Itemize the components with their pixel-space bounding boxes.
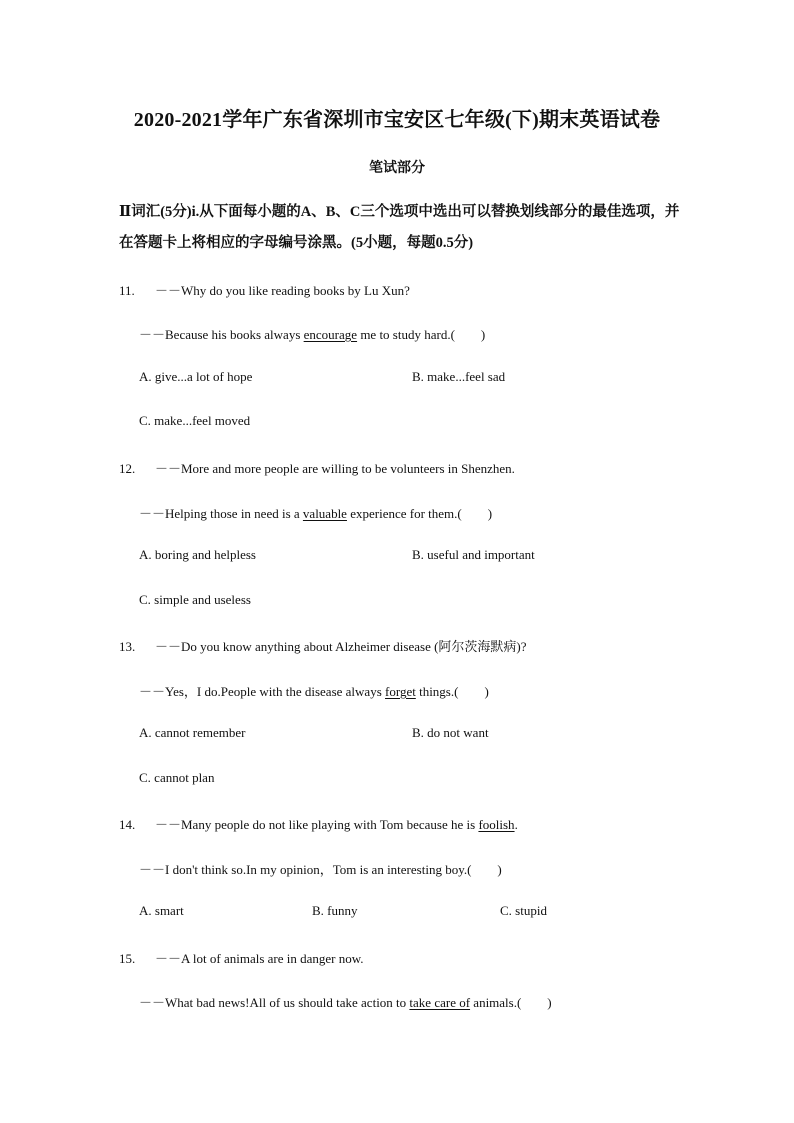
- option-b[interactable]: B. useful and important: [412, 547, 535, 562]
- question-text: －－More and more people are willing to be volunteers in Shenzhen.: [155, 461, 515, 476]
- underlined-word: encourage: [303, 327, 358, 342]
- question-text: －－A lot of animals are in danger now.: [155, 951, 364, 966]
- answer-text-pre: －－What bad news!All of us should take action to: [139, 995, 410, 1010]
- option-a[interactable]: A. smart: [139, 903, 184, 918]
- answer-line-15: [139, 992, 552, 1011]
- section-instruction-line2: 在答题卡上将相应的字母编号涂黑。(5小题，每题0.5分): [119, 235, 474, 251]
- question-number: 13.: [119, 639, 136, 654]
- option-c[interactable]: C. make...feel moved: [139, 413, 251, 428]
- answer-text-pre: －－Because his books always: [139, 327, 304, 342]
- answer-line-14: －－I don't think so.In my opinion，Tom is an interesting boy.( ): [139, 862, 502, 877]
- option-c[interactable]: C. simple and useless: [139, 592, 251, 607]
- option-b[interactable]: B. do not want: [412, 725, 489, 740]
- option-a[interactable]: A. give...a lot of hope: [139, 369, 253, 384]
- section-instruction-line1: Ⅱ词汇(5分)i.从下面每小题的A、B、C三个选项中选出可以替换划线部分的最佳选项，并: [119, 204, 680, 220]
- question-text-pre: －－Many people do not like playing with Tom because he is: [155, 817, 479, 832]
- answer-text-post: things.( ): [415, 684, 489, 699]
- question-number: 11.: [119, 283, 135, 298]
- answer-line-13: [139, 681, 489, 700]
- question-text-post: .: [514, 817, 518, 832]
- answer-text-post: me to study hard.( ): [357, 327, 486, 342]
- option-a[interactable]: A. boring and helpless: [139, 547, 256, 562]
- question-number: 14.: [119, 817, 136, 832]
- question-text: －－Why do you like reading books by Lu Xun?: [155, 283, 410, 298]
- question-12: [119, 458, 515, 477]
- question-number: 15.: [119, 951, 136, 966]
- answer-text-pre: －－Yes，I do.People with the disease always: [139, 684, 386, 699]
- option-a[interactable]: A. cannot remember: [139, 725, 246, 740]
- underlined-word: foolish: [478, 817, 515, 832]
- page-subtitle: 笔试部分: [369, 161, 425, 176]
- answer-line-11: [139, 324, 485, 343]
- question-14: [119, 814, 518, 833]
- question-13: [119, 636, 527, 655]
- answer-text-pre: －－Helping those in need is a: [139, 506, 303, 521]
- question-text: －－Do you know anything about Alzheimer disease (阿尔茨海默病)?: [155, 639, 527, 654]
- option-c[interactable]: C. cannot plan: [139, 770, 215, 785]
- answer-text-post: experience for them.( ): [346, 506, 493, 521]
- underlined-word: forget: [385, 684, 416, 699]
- underlined-phrase: take care of: [409, 995, 471, 1010]
- page-title: 2020-2021学年广东省深圳市宝安区七年级(下)期末英语试卷: [133, 109, 661, 131]
- underlined-word: valuable: [302, 506, 347, 521]
- option-b[interactable]: B. funny: [312, 903, 358, 918]
- question-15: [119, 948, 364, 967]
- question-number: 12.: [119, 461, 136, 476]
- question-11: [119, 280, 410, 299]
- answer-line-12: [139, 503, 492, 522]
- answer-text-post: animals.( ): [470, 995, 552, 1010]
- option-c[interactable]: C. stupid: [500, 903, 547, 918]
- option-b[interactable]: B. make...feel sad: [412, 369, 506, 384]
